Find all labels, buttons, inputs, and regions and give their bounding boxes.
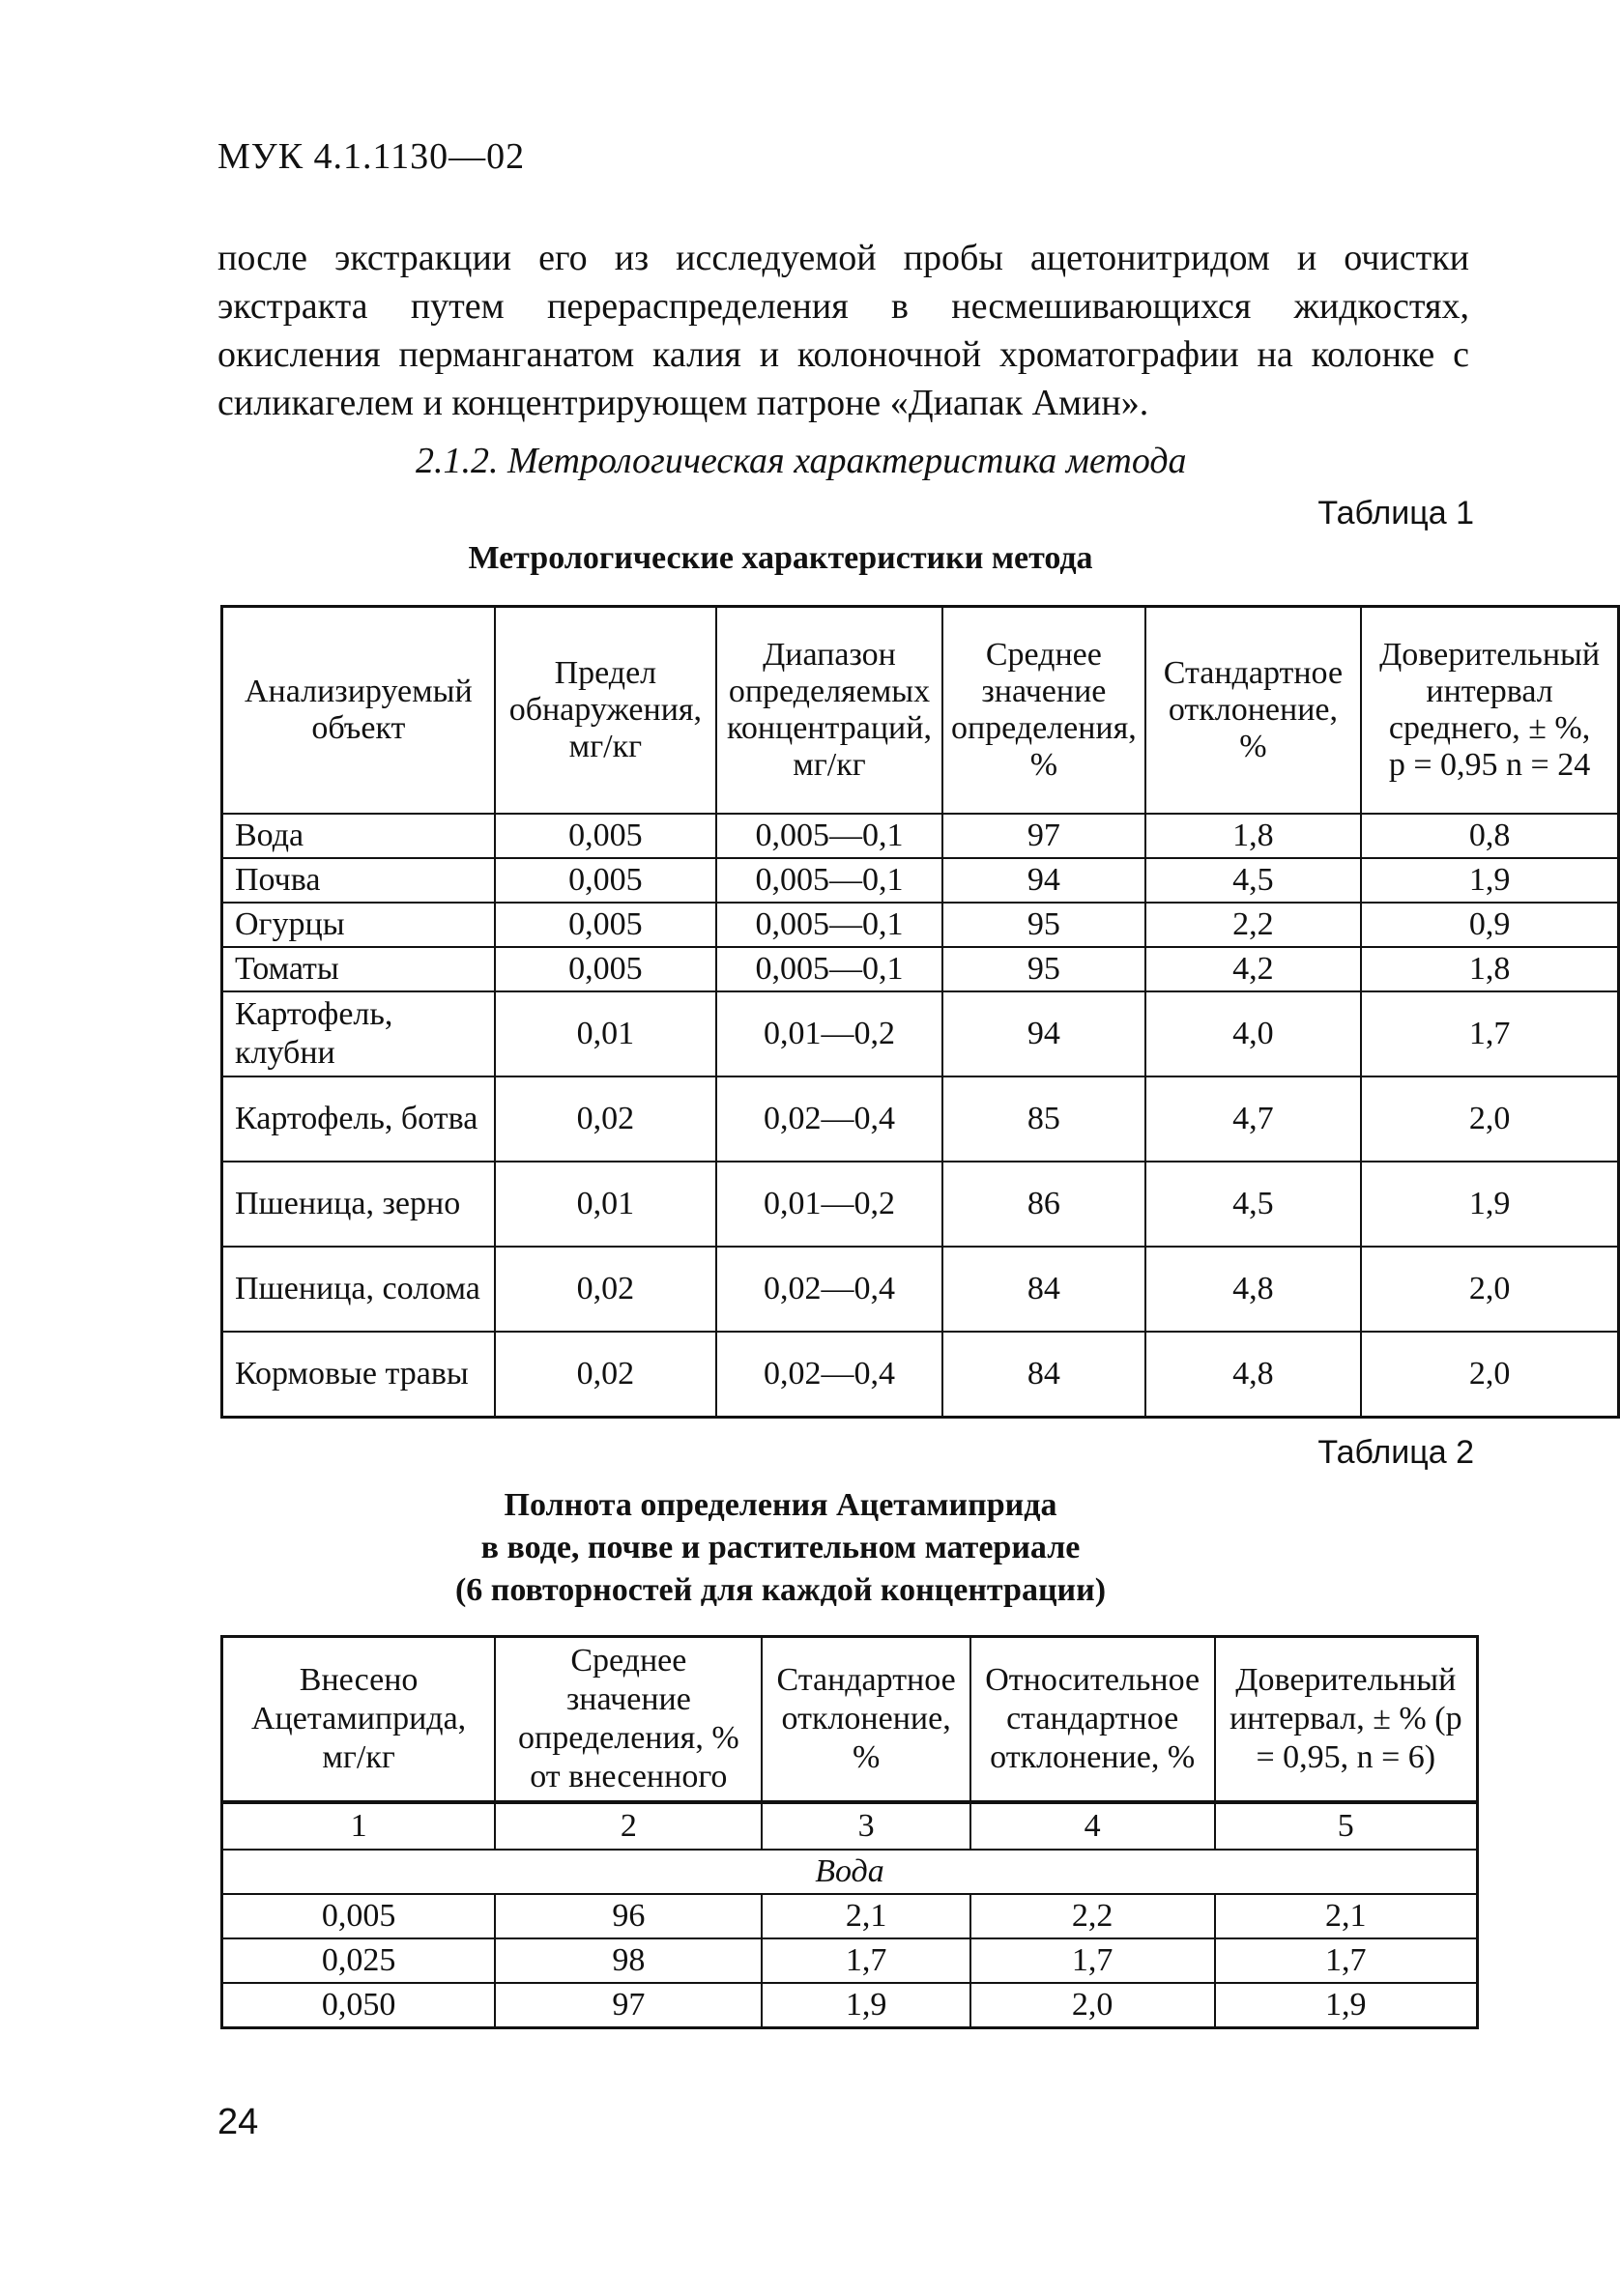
table-cell: 96	[495, 1894, 762, 1938]
table2-title	[0, 1484, 1532, 1612]
table-cell: 0,025	[222, 1938, 496, 1983]
table-cell: 0,050	[222, 1983, 496, 2028]
table-cell: 94	[942, 991, 1145, 1076]
table-row	[222, 947, 1619, 991]
table-cell: 2,0	[970, 1983, 1215, 2028]
table-cell: Пшеница, солома	[222, 1247, 495, 1332]
table-cell: Почва	[222, 858, 495, 903]
table-cell: 0,01	[495, 991, 716, 1076]
table-cell: 1,7	[762, 1938, 969, 1983]
column-number: 3	[762, 1802, 969, 1850]
header-cell: Стандартное отклонение, %	[762, 1637, 969, 1803]
table-cell: 1,7	[1215, 1938, 1478, 1983]
table-cell: 0,9	[1361, 903, 1619, 947]
table-cell: 4,5	[1145, 1162, 1361, 1247]
table-cell: 0,02—0,4	[716, 1247, 942, 1332]
table-cell: 0,005—0,1	[716, 903, 942, 947]
header-cell: Доверительный интервал среднего, ± %, p = 0,95 n = 24	[1361, 607, 1619, 815]
table-row	[222, 858, 1619, 903]
header-cell: Среднее значение определения, % от внесенного	[495, 1637, 762, 1803]
table-cell: Картофель, ботва	[222, 1076, 495, 1162]
column-number: 1	[222, 1802, 496, 1850]
table-cell: 1,9	[1215, 1983, 1478, 2028]
header-cell: Стандартное отклонение, %	[1145, 607, 1361, 815]
table-cell: 0,005	[495, 947, 716, 991]
table-cell: 4,7	[1145, 1076, 1361, 1162]
table-cell: 94	[942, 858, 1145, 903]
table-row	[222, 1983, 1478, 2028]
header-cell: Относительное стандартное отклонение, %	[970, 1637, 1215, 1803]
table-cell: 0,01	[495, 1162, 716, 1247]
table-cell: 4,2	[1145, 947, 1361, 991]
table-cell: 84	[942, 1332, 1145, 1418]
table-cell: 98	[495, 1938, 762, 1983]
table-cell: 2,1	[762, 1894, 969, 1938]
table-row	[222, 1938, 1478, 1983]
table-cell: Вода	[222, 814, 495, 858]
table-cell: 0,005	[495, 903, 716, 947]
table-cell: 4,0	[1145, 991, 1361, 1076]
header-cell: Диапазон определяемых концентраций, мг/кг	[716, 607, 942, 815]
table2-caption: Таблица 2	[1317, 1434, 1474, 1471]
table-cell: Огурцы	[222, 903, 495, 947]
table-row	[222, 814, 1619, 858]
table-cell: 97	[495, 1983, 762, 2028]
table-cell: 0,02	[495, 1332, 716, 1418]
table-cell: 0,005—0,1	[716, 814, 942, 858]
table-cell: 85	[942, 1076, 1145, 1162]
table1-title: Метрологические характеристики метода	[468, 540, 1093, 576]
table2-title-line: (6 повторностей для каждой концентрации)	[454, 1572, 1107, 1608]
table-cell: 84	[942, 1247, 1145, 1332]
table-cell: 0,02—0,4	[716, 1332, 942, 1418]
table-row	[222, 1076, 1619, 1162]
table-cell: 0,005	[222, 1894, 496, 1938]
page-number: 24	[217, 2102, 259, 2142]
table-cell: 0,8	[1361, 814, 1619, 858]
table-row	[222, 903, 1619, 947]
recovery-table	[220, 1635, 1479, 2029]
header-cell: Доверительный интервал, ± % (p = 0,95, n = 6)	[1215, 1637, 1478, 1803]
header-cell: Внесено Ацетамиприда, мг/кг	[222, 1637, 496, 1803]
table-cell: 1,9	[1361, 1162, 1619, 1247]
table-cell: 4,5	[1145, 858, 1361, 903]
table2-title-line: Полнота определения Ацетамиприда	[504, 1487, 1057, 1523]
column-number-row	[222, 1802, 1478, 1850]
table-cell: 86	[942, 1162, 1145, 1247]
table-row	[222, 1332, 1619, 1418]
table-cell: 0,01—0,2	[716, 1162, 942, 1247]
column-number: 2	[495, 1802, 762, 1850]
subheader-row	[222, 1850, 1478, 1894]
table-cell: 95	[942, 903, 1145, 947]
table-row	[222, 1894, 1478, 1938]
table-row	[222, 991, 1619, 1076]
table-header-row	[222, 607, 1619, 815]
table-cell: 4,8	[1145, 1247, 1361, 1332]
header-cell: Предел обнаружения, мг/кг	[495, 607, 716, 815]
table-cell: 1,7	[970, 1938, 1215, 1983]
header-cell: Анализируемый объект	[222, 607, 495, 815]
table-cell: 0,005	[495, 858, 716, 903]
table-cell: 1,9	[1361, 858, 1619, 903]
table1-caption: Таблица 1	[1317, 495, 1474, 531]
table-cell: 2,2	[970, 1894, 1215, 1938]
table-cell: 95	[942, 947, 1145, 991]
table-cell: 2,0	[1361, 1247, 1619, 1332]
table-cell: 2,0	[1361, 1332, 1619, 1418]
column-number: 5	[1215, 1802, 1478, 1850]
column-number: 4	[970, 1802, 1215, 1850]
subheader-cell: Вода	[222, 1850, 1478, 1894]
table-cell: Картофель, клубни	[222, 991, 495, 1076]
table-cell: 1,9	[762, 1983, 969, 2028]
metrology-table	[220, 605, 1620, 1419]
table-cell: 0,005—0,1	[716, 858, 942, 903]
table-cell: 1,8	[1361, 947, 1619, 991]
table-cell: 0,005—0,1	[716, 947, 942, 991]
table-cell: 0,01—0,2	[716, 991, 942, 1076]
table-row	[222, 1247, 1619, 1332]
table-cell: 97	[942, 814, 1145, 858]
table-row	[222, 1162, 1619, 1247]
table-cell: 4,8	[1145, 1332, 1361, 1418]
table-cell: 0,005	[495, 814, 716, 858]
table-cell: 0,02—0,4	[716, 1076, 942, 1162]
table-cell: Пшеница, зерно	[222, 1162, 495, 1247]
table-cell: Кормовые травы	[222, 1332, 495, 1418]
table-cell: 0,02	[495, 1247, 716, 1332]
table-cell: 0,02	[495, 1076, 716, 1162]
table2-title-line: в воде, почве и растительном материале	[480, 1530, 1081, 1565]
header-cell: Среднее значение определения, %	[942, 607, 1145, 815]
section-title: 2.1.2. Метрологическая характеристика метода	[416, 441, 1187, 481]
document-header: МУК 4.1.1130—02	[217, 136, 526, 177]
table-cell: Томаты	[222, 947, 495, 991]
table-cell: 2,2	[1145, 903, 1361, 947]
table-cell: 2,1	[1215, 1894, 1478, 1938]
table-cell: 1,7	[1361, 991, 1619, 1076]
body-paragraph: после экстракции его из исследуемой пробы ацетонитридом и очистки экстракта путем перераспределения в несмешивающихся жидкостях, окисления перманганатом калия и колоночной хроматографии на колонке с силикагелем и концентрирующем патроне «Диапак Амин».	[217, 238, 1469, 423]
table-cell: 2,0	[1361, 1076, 1619, 1162]
table-header-row	[222, 1637, 1478, 1803]
table-cell: 1,8	[1145, 814, 1361, 858]
